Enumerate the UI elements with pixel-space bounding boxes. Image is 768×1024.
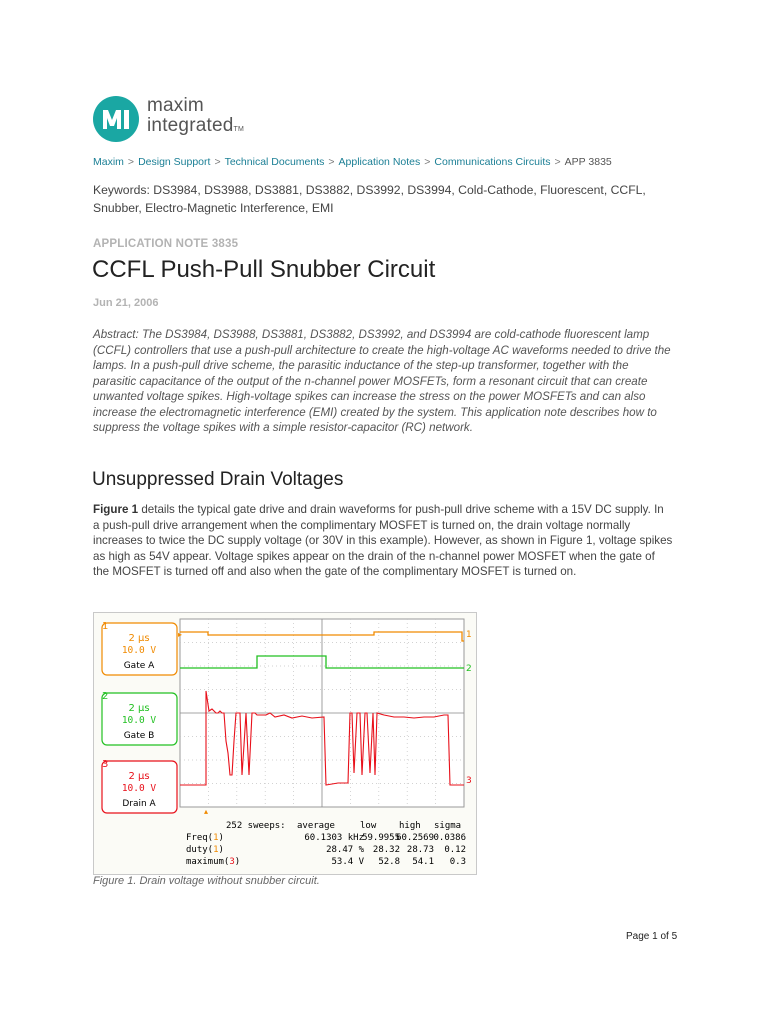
measure-value: 53.4 V: [331, 857, 364, 867]
measure-header-average: average: [297, 821, 335, 831]
breadcrumb-link-technical-documents[interactable]: Technical Documents: [224, 156, 325, 168]
keywords: Keywords: DS3984, DS3988, DS3881, DS3882, DS3992, DS3994, Cold-Cathode, Fluorescent, CCFL, Snubber, Electro-Magnetic Interference, EMI: [93, 183, 646, 215]
logo-line-2: integrated: [147, 115, 234, 136]
trace-marker-1-right: 1: [466, 630, 472, 640]
scope-screen: [94, 613, 476, 874]
channel-number: 3: [102, 759, 109, 770]
channel-label: Drain A: [122, 799, 156, 809]
measure-header-high: high: [399, 821, 421, 831]
measure-value: 52.8: [378, 857, 400, 867]
publish-date: Jun 21, 2006: [93, 297, 159, 309]
measure-channel: 1: [213, 845, 219, 855]
breadcrumb-current: APP 3835: [564, 156, 612, 168]
logo-line-1: maxim: [147, 95, 204, 116]
trigger-marker: ▴: [204, 807, 209, 816]
channel-box-1: [102, 621, 177, 675]
page-title: CCFL Push-Pull Snubber Circuit: [92, 256, 436, 283]
figure-reference: Figure 1: [93, 503, 139, 516]
channel-box-3: [102, 759, 177, 813]
body-text: details the typical gate drive and drain waveforms for push-pull drive scheme with a 15V DC supply. In a push-pull drive arrangement when the complimentary MOSFET is turned on, the drain voltage normally increases to twice the DC supply voltage (or 30V in this example). However, as shown in Figure 1, voltage spikes as high as 54V appear. Voltage spikes appear on the drain of the n-channel power MOSFET when the gate of the MOSFET is turned off and also when the gate of the complimentary MOSFET is turned on.: [93, 503, 673, 578]
measure-value: 28.73: [406, 845, 434, 855]
measure-value: 54.1: [412, 857, 434, 867]
trace-marker-3-right: 3: [466, 776, 472, 786]
channel-box-2: [102, 691, 177, 745]
measure-header-sigma: sigma: [434, 821, 462, 831]
measure-header-low: low: [360, 821, 377, 831]
channel-volts: 10.0 V: [121, 783, 157, 794]
measure-value: 0.3: [449, 857, 466, 867]
breadcrumb-separator: >: [214, 156, 221, 168]
channel-volts: 10.0 V: [121, 645, 157, 656]
maxim-logo-icon: [93, 96, 139, 142]
figure-caption: Figure 1. Drain voltage without snubber circuit.: [93, 875, 320, 887]
measure-row-maximum: maximum(3): [186, 857, 241, 867]
measure-value: 60.2569: [396, 833, 434, 843]
section-heading: Unsuppressed Drain Voltages: [92, 469, 344, 490]
maxim-logo-wordmark[interactable]: [147, 96, 244, 140]
measure-channel: 3: [229, 857, 235, 867]
oscilloscope-figure: [93, 612, 477, 875]
breadcrumb-separator: >: [328, 156, 335, 168]
measure-value: 0.0386: [433, 833, 466, 843]
channel-label: Gate B: [123, 731, 155, 741]
measure-value: 28.47 %: [326, 845, 364, 855]
measure-name: maximum(: [186, 857, 230, 867]
trace-marker-1-left: ▸: [178, 630, 183, 639]
channel-number: 1: [102, 621, 109, 632]
page-number: Page 1 of 5: [626, 931, 678, 942]
abstract: Abstract: The DS3984, DS3988, DS3881, DS3882, DS3992, and DS3994 are cold-cathode fluorescent lamp (CCFL) controllers that use a push-pull architecture to create the high-voltage AC waveforms needed to drive the lamps. In a push-pull drive scheme, the parasitic inductance of the step-up transformer, together with the parasitic capacitance of the output of the n-channel power MOSFETs, form a resonant circuit that can create unwanted voltage spikes. High-voltage spikes can increase the stress on the power MOSFETs and can also increase the electromagnetic interference (EMI) created by the system. This application note describes how to suppress the voltage spikes with a simple resistor-capacitor (RC) network.: [93, 328, 671, 434]
channel-number: 2: [102, 691, 109, 702]
channel-volts: 10.0 V: [121, 715, 157, 726]
measure-name: Freq(: [186, 833, 214, 843]
breadcrumb: [93, 156, 612, 168]
measure-value: 59.9955: [362, 833, 400, 843]
measure-value: 60.1303 kHz: [304, 833, 364, 843]
measure-row-duty: duty(1): [186, 845, 224, 855]
breadcrumb-link-application-notes[interactable]: Application Notes: [338, 156, 421, 168]
channel-time: 2 µs: [128, 703, 150, 714]
application-note-label: APPLICATION NOTE 3835: [93, 238, 239, 250]
measure-channel: 1: [213, 833, 219, 843]
channel-time: 2 µs: [128, 633, 150, 644]
measurements-table: [186, 821, 466, 867]
maxim-logo-mark: [93, 96, 139, 142]
breadcrumb-separator: >: [424, 156, 431, 168]
trace-marker-2-right: 2: [466, 664, 472, 674]
breadcrumb-separator: >: [554, 156, 561, 168]
breadcrumb-link-maxim[interactable]: Maxim: [93, 156, 124, 168]
breadcrumb-link-communications-circuits[interactable]: Communications Circuits: [434, 156, 551, 168]
logo-tm: TM: [233, 126, 245, 133]
measure-header-sweeps: 252 sweeps:: [226, 821, 286, 831]
measure-value: 0.12: [444, 845, 466, 855]
channel-label: Gate A: [123, 661, 155, 671]
channel-time: 2 µs: [128, 771, 150, 782]
body-paragraph: [93, 502, 673, 580]
measure-row-freq: Freq(1): [186, 833, 224, 843]
measure-name: duty(: [186, 845, 214, 855]
breadcrumb-link-design-support[interactable]: Design Support: [138, 156, 211, 168]
measure-value: 28.32: [372, 845, 400, 855]
breadcrumb-separator: >: [127, 156, 135, 168]
